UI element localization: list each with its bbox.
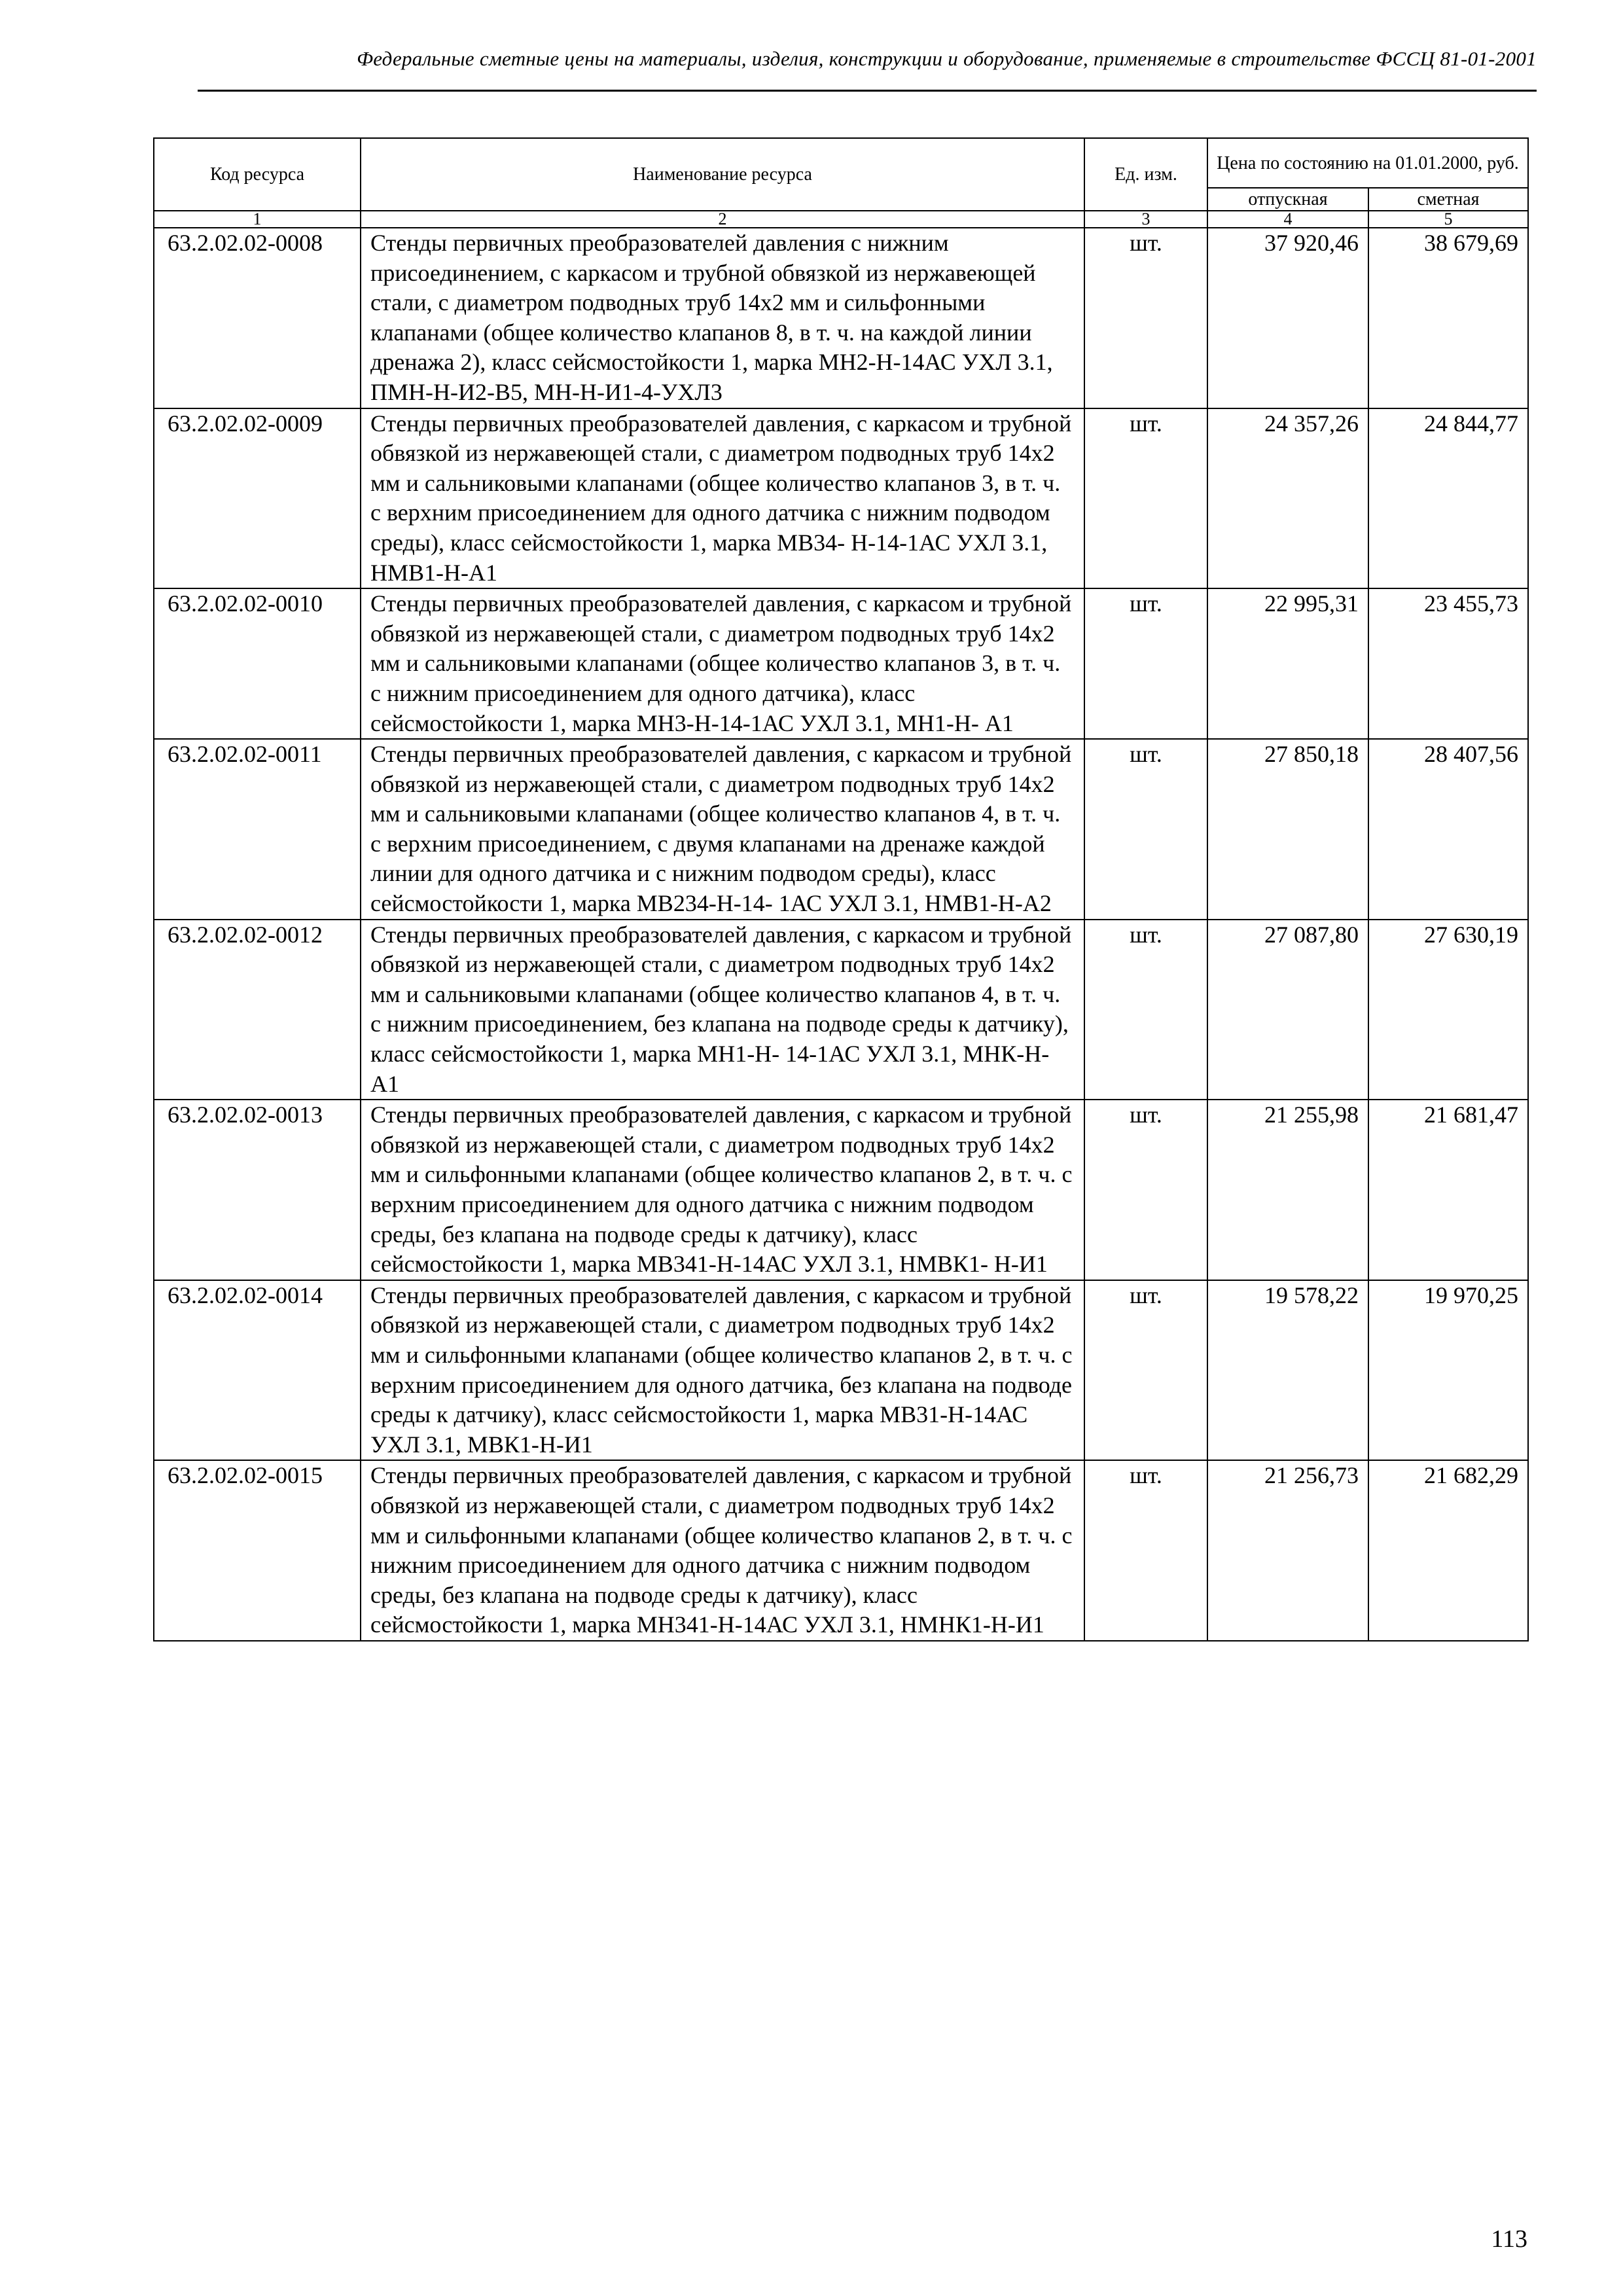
resource-name: Стенды первичных преобразователей давления с нижним присоединением, с каркасом и трубной обвязкой из нержавеющей стали, с диаметром подводных труб 14х2 мм и сильфонными клапанами (общее количество клапанов 8, в т. ч. на каждой линии дренажа 2), класс сейсмостойкости 1, марка МН2-Н-14АС УХЛ 3.1, ПМН-Н-И2-В5, МН-Н-И1-4-УХЛ3 <box>361 228 1084 408</box>
header-price-release: отпускная <box>1207 188 1368 211</box>
price-release: 37 920,46 <box>1207 228 1368 408</box>
table-row <box>154 1460 1528 1641</box>
table-row <box>154 1280 1528 1461</box>
resource-unit: шт. <box>1084 588 1207 739</box>
column-number: 3 <box>1084 211 1207 228</box>
column-number: 4 <box>1207 211 1368 228</box>
price-estimate: 24 844,77 <box>1368 408 1528 589</box>
table-row <box>154 1100 1528 1280</box>
resource-unit: шт. <box>1084 920 1207 1100</box>
price-release: 21 256,73 <box>1207 1460 1368 1641</box>
price-release: 19 578,22 <box>1207 1280 1368 1461</box>
table-row <box>154 920 1528 1100</box>
resource-name: Стенды первичных преобразователей давления, с каркасом и трубной обвязкой из нержавеющей стали, с диаметром подводных труб 14х2 мм и сальниковыми клапанами (общее количество клапанов 3, в т. ч. с нижним присоединением для одного датчика), класс сейсмостойкости 1, марка МН3-Н-14-1АС УХЛ 3.1, МН1-Н- А1 <box>361 588 1084 739</box>
resource-unit: шт. <box>1084 1460 1207 1641</box>
resource-code: 63.2.02.02-0011 <box>154 739 361 920</box>
resource-unit: шт. <box>1084 739 1207 920</box>
price-table <box>153 137 1529 1641</box>
resource-name: Стенды первичных преобразователей давления, с каркасом и трубной обвязкой из нержавеющей стали, с диаметром подводных труб 14х2 мм и сильфонными клапанами (общее количество клапанов 2, в т. ч. с верхним присоединением для одного датчика с нижним подводом среды, без клапана на подводе среды к датчику), класс сейсмостойкости 1, марка МВ341-Н-14АС УХЛ 3.1, НМВК1- Н-И1 <box>361 1100 1084 1280</box>
resource-name: Стенды первичных преобразователей давления, с каркасом и трубной обвязкой из нержавеющей стали, с диаметром подводных труб 14х2 мм и сильфонными клапанами (общее количество клапанов 2, в т. ч. с верхним присоединением для одного датчика, без клапана на подводе среды к датчику), класс сейсмостойкости 1, марка МВ31-Н-14АС УХЛ 3.1, МВК1-Н-И1 <box>361 1280 1084 1461</box>
resource-name: Стенды первичных преобразователей давления, с каркасом и трубной обвязкой из нержавеющей стали, с диаметром подводных труб 14х2 мм и сальниковыми клапанами (общее количество клапанов 3, в т. ч. с верхним присоединением для одного датчика с нижним подводом среды), класс сейсмостойкости 1, марка МВ34- Н-14-1АС УХЛ 3.1, НМВ1-Н-А1 <box>361 408 1084 589</box>
price-estimate: 21 682,29 <box>1368 1460 1528 1641</box>
resource-name: Стенды первичных преобразователей давления, с каркасом и трубной обвязкой из нержавеющей стали, с диаметром подводных труб 14х2 мм и сальниковыми клапанами (общее количество клапанов 4, в т. ч. с верхним присоединением, с двумя клапанами на дренаже каждой линии для одного датчика и с нижним подводом среды), класс сейсмостойкости 1, марка МВ234-Н-14- 1АС УХЛ 3.1, НМВ1-Н-А2 <box>361 739 1084 920</box>
price-estimate: 38 679,69 <box>1368 228 1528 408</box>
header-price-group: Цена по состоянию на 01.01.2000, руб. <box>1207 138 1528 188</box>
column-number: 1 <box>154 211 361 228</box>
price-release: 22 995,31 <box>1207 588 1368 739</box>
resource-code: 63.2.02.02-0012 <box>154 920 361 1100</box>
resource-unit: шт. <box>1084 1280 1207 1461</box>
price-estimate: 27 630,19 <box>1368 920 1528 1100</box>
price-estimate: 21 681,47 <box>1368 1100 1528 1280</box>
column-number: 5 <box>1368 211 1528 228</box>
resource-code: 63.2.02.02-0010 <box>154 588 361 739</box>
price-release: 27 087,80 <box>1207 920 1368 1100</box>
price-estimate: 23 455,73 <box>1368 588 1528 739</box>
resource-name: Стенды первичных преобразователей давления, с каркасом и трубной обвязкой из нержавеющей стали, с диаметром подводных труб 14х2 мм и сильфонными клапанами (общее количество клапанов 2, в т. ч. с нижним присоединением для одного датчика с нижним подводом среды, без клапана на подводе среды к датчику), класс сейсмостойкости 1, марка МН341-Н-14АС УХЛ 3.1, НМНК1-Н-И1 <box>361 1460 1084 1641</box>
header-name: Наименование ресурса <box>361 138 1084 211</box>
resource-code: 63.2.02.02-0014 <box>154 1280 361 1461</box>
table-row <box>154 588 1528 739</box>
price-release: 27 850,18 <box>1207 739 1368 920</box>
table-row <box>154 228 1528 408</box>
table-row <box>154 408 1528 589</box>
price-estimate: 28 407,56 <box>1368 739 1528 920</box>
resource-code: 63.2.02.02-0015 <box>154 1460 361 1641</box>
page-number: 113 <box>1491 2225 1527 2253</box>
resource-name: Стенды первичных преобразователей давления, с каркасом и трубной обвязкой из нержавеющей стали, с диаметром подводных труб 14х2 мм и сальниковыми клапанами (общее количество клапанов 4, в т. ч. с нижним присоединением, без клапана на подводе среды к датчику), класс сейсмостойкости 1, марка МН1-Н- 14-1АС УХЛ 3.1, МНК-Н-А1 <box>361 920 1084 1100</box>
table-row <box>154 739 1528 920</box>
header-unit: Ед. изм. <box>1084 138 1207 211</box>
price-release: 21 255,98 <box>1207 1100 1368 1280</box>
resource-unit: шт. <box>1084 228 1207 408</box>
header-code: Код ресурса <box>154 138 361 211</box>
running-header: Федеральные сметные цены на материалы, изделия, конструкции и оборудование, применяемые в строительстве ФССЦ 81-01-2001 <box>198 39 1537 92</box>
resource-code: 63.2.02.02-0008 <box>154 228 361 408</box>
price-release: 24 357,26 <box>1207 408 1368 589</box>
column-number: 2 <box>361 211 1084 228</box>
resource-unit: шт. <box>1084 408 1207 589</box>
resource-code: 63.2.02.02-0013 <box>154 1100 361 1280</box>
resource-code: 63.2.02.02-0009 <box>154 408 361 589</box>
price-estimate: 19 970,25 <box>1368 1280 1528 1461</box>
header-price-estimate: сметная <box>1368 188 1528 211</box>
resource-unit: шт. <box>1084 1100 1207 1280</box>
